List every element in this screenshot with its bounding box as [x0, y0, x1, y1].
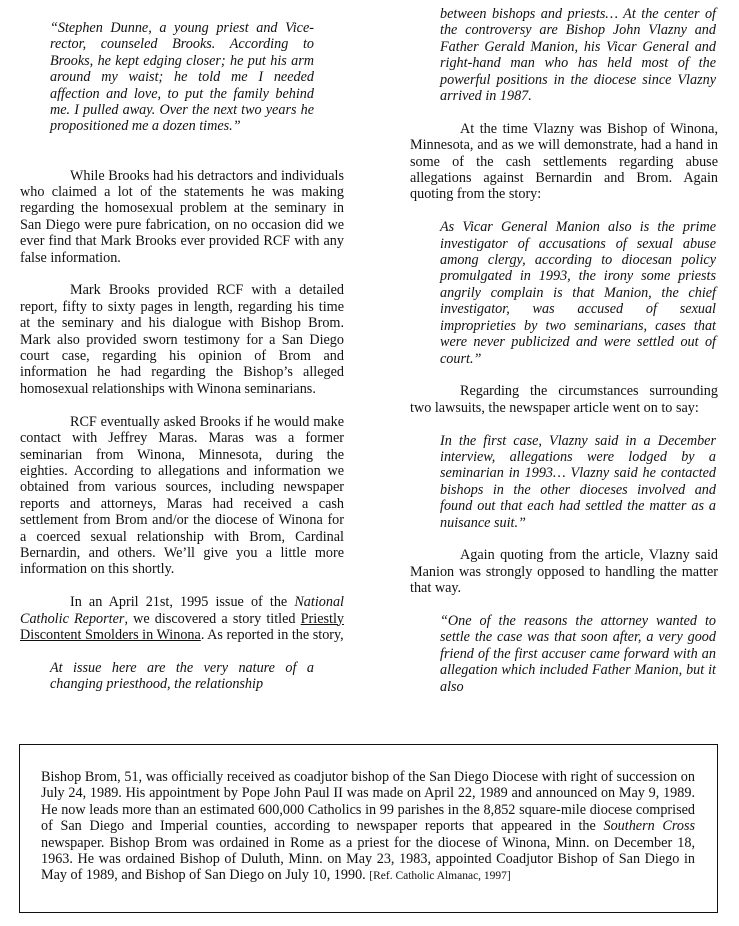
story-title: Priestly Discontent Smolders in Winona	[20, 610, 344, 643]
paragraph-maras: RCF eventually asked Brooks if he would make contact with Jeffrey Maras. Maras was a former seminarian from Winona, Minnesota, during the eighties. According to allegations and information we obtained from various sources, including newspaper reports and attorneys, Maras had received a cash settlement from Brom and/or the diocese of Winona for a coerced sexual relationship with Brom, Cardinal Bernardin, and others. We’ll give you a little more information on this shortly.	[20, 413, 344, 578]
paragraph-manion-opposed: Again quoting from the article, Vlazny said Manion was strongly opposed to handling the matter that way.	[410, 547, 718, 597]
bishop-brom-bio-box	[19, 744, 718, 913]
paragraph-ncr-story	[20, 594, 344, 643]
quote-at-issue-continued: between bishops and priests… At the center of the controversy are Bishop John Vlazny and Father Gerald Manion, his Vicar General and right-hand man who has held most of the powerful positions in the diocese since Vlazny arrived in 1987.	[440, 6, 716, 105]
paragraph-vlazny-winona: At the time Vlazny was Bishop of Winona, Minnesota, and as we will demonstrate, had a hand in some of the cash settlements regarding abuse allegations against Bernardin and Brom. Again quoting from the story:	[410, 120, 718, 203]
ncr-text-b: , we discovered a story titled	[124, 610, 301, 627]
quote-at-issue: At issue here are the very nature of a changing priesthood, the relationship	[50, 659, 314, 693]
bio-text-b: newspaper. Bishop Brom was ordained in Rome as a priest for the diocese of Winona, Minn. on December 18, 1963. He was ordained Bishop of Duluth, Minn. on May 23, 1983, appointed Coadjutor Bishop of San Diego in May of 1989, and Bishop of San Diego on July 10, 1990.	[41, 834, 695, 884]
quote-vicar-general: As Vicar General Manion also is the prime investigator of accusations of sexual abuse among clergy, according to diocesan policy promulgated in 1993, the irony some priests angrily complain is that Manion, the chief investigator, was accused of sexual improprieties by two seminarians, cases that were never publicized and were settled out of court.”	[440, 219, 716, 367]
paragraph-detractors: While Brooks had his detractors and individuals who claimed a lot of the statements he was making regarding the homosexual problem at the seminary in San Diego were pure fabrication, on no occasion did we ever find that Mark Brooks ever provided RCF with any false information.	[20, 167, 344, 266]
quote-attorney: “One of the reasons the attorney wanted to settle the case was that soon after, a very good friend of the first accuser came forward with an allegation which included Father Manion, but it also	[440, 612, 716, 695]
ncr-text-c: . As reported in the story,	[200, 626, 344, 643]
bio-text-a: Bishop Brom, 51, was officially received as coadjutor bishop of the San Diego Diocese with right of succession on July 24, 1989. His appointment by Pope John Paul II was made on April 22, 1989 and announced on May 9, 1989. He now leads more than an estimated 600,000 Catholics in 99 parishes in the 8,852 square-mile diocese comprised of San Diego and Imperial counties, according to newspaper reports that appeared in the	[41, 769, 695, 835]
newspaper-name: Southern Cross	[603, 818, 695, 835]
quote-dunne: “Stephen Dunne, a young priest and Vice-rector, counseled Brooks. According to Brooks, he kept edging closer; he put his arm around my waist; he told me I needed affection and love, to put the family behind me. I pulled away. Over the next two years he propositioned me a dozen times.”	[50, 20, 314, 135]
paragraph-two-lawsuits: Regarding the circumstances surrounding two lawsuits, the newspaper article went on to say:	[410, 383, 718, 416]
left-column	[20, 0, 344, 693]
quote-first-case: In the first case, Vlazny said in a December interview, allegations were lodged by a seminarian in 1993… Vlazny said he contacted bishops in the other dioceses involved and found out that each had settled the matter as a nuisance suit.”	[440, 432, 716, 531]
ncr-text-a: In an April 21st, 1995 issue of the	[70, 594, 295, 611]
publication-name: National Catholic Reporter	[20, 594, 344, 627]
paragraph-detailed-report: Mark Brooks provided RCF with a detailed report, fifty to sixty pages in length, regarding his time at the seminary and his dialogue with Bishop Brom. Mark also provided sworn testimony for a San Diego court case, regarding his opinion of Brom and information he had regarding the Bishop’s alleged homosexual relationships with Winona seminarians.	[20, 282, 344, 397]
bio-text	[41, 769, 695, 885]
right-column	[410, 0, 718, 695]
reference-note: [Ref. Catholic Almanac, 1997]	[369, 870, 511, 883]
